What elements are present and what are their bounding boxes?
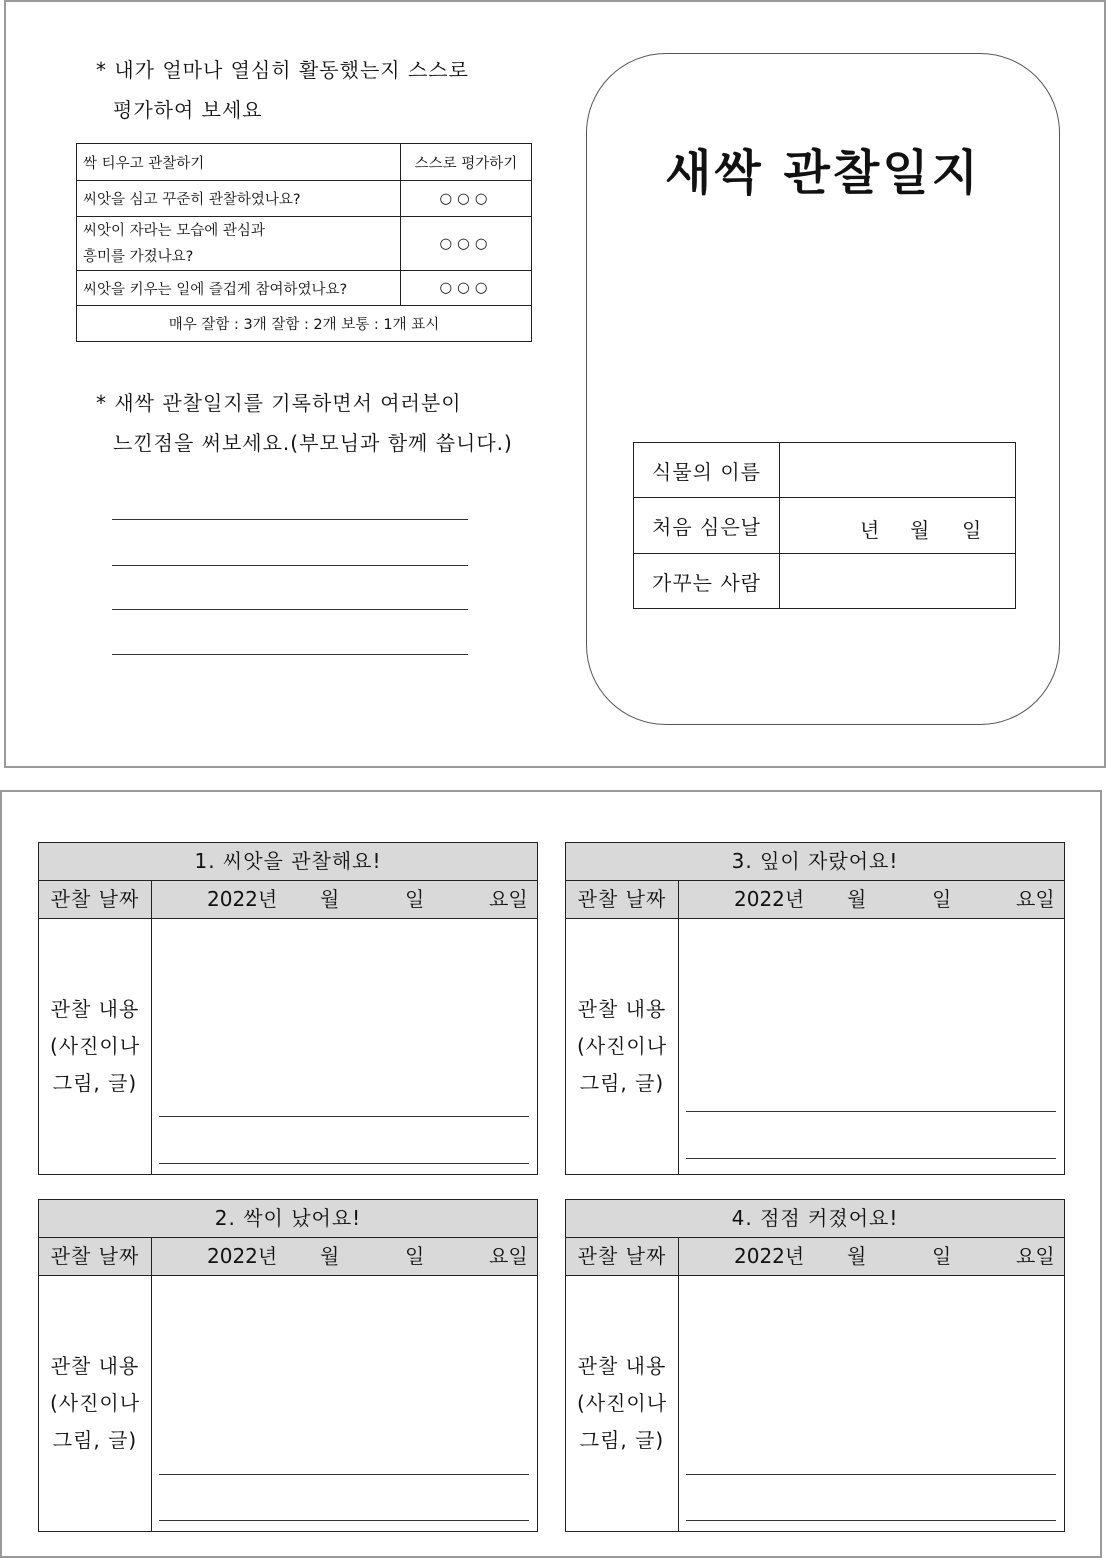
content-label-line: 관찰 내용: [50, 1353, 140, 1378]
observation-heading: 2. 싹이 났어요!: [39, 1200, 537, 1238]
feedback-instruction-line1: * 새싹 관찰일지를 기록하면서 여러분이: [96, 391, 462, 415]
self-eval-instruction-line1: * 내가 얼마나 열심히 활동했는지 스스로: [96, 58, 469, 82]
observation-date-row: [566, 1238, 1064, 1276]
self-eval-question-line: 흥미를 가졌나요?: [83, 248, 194, 265]
observation-panel-2: [38, 1199, 538, 1532]
self-eval-header-activity: 싹 티우고 관찰하기: [77, 144, 401, 181]
feedback-writing-line[interactable]: [112, 609, 468, 610]
observation-panel-3: [565, 842, 1065, 1175]
observation-panel-1: [38, 842, 538, 1175]
self-eval-question: 씨앗을 키우는 일에 즐겁게 참여하였나요?: [77, 271, 401, 306]
self-eval-instruction: [96, 50, 469, 130]
cover-panel: [586, 53, 1060, 725]
writing-line[interactable]: [686, 1520, 1056, 1521]
feedback-instruction-line2: 느낀점을 써보세요.(부모님과 함께 씁니다.): [113, 431, 513, 455]
month-field[interactable]: 월: [320, 1244, 340, 1268]
content-label: [39, 918, 151, 1174]
column-divider: [678, 1238, 679, 1531]
content-label-line: (사진이나: [49, 1390, 141, 1415]
self-eval-question: 씨앗을 심고 꾸준히 관찰하였나요?: [77, 181, 401, 217]
observation-date-row: [39, 881, 537, 919]
day-field[interactable]: 일: [932, 887, 952, 911]
writing-line[interactable]: [159, 1474, 529, 1475]
content-label-line: 관찰 내용: [577, 1353, 667, 1378]
writing-line[interactable]: [686, 1474, 1056, 1475]
plant-name-row: [634, 443, 1016, 498]
month-field[interactable]: 월: [847, 1244, 867, 1268]
grower-field[interactable]: [780, 554, 1016, 609]
observation-date-row: [566, 881, 1064, 919]
cover-title: 새싹 관찰일지: [665, 145, 981, 201]
feedback-writing-line[interactable]: [112, 565, 468, 566]
self-eval-question-line: 씨앗이 자라는 모습에 관심과: [83, 222, 265, 239]
feedback-writing-line[interactable]: [112, 519, 468, 520]
content-label-line: 관찰 내용: [50, 996, 140, 1021]
observation-panel-4: [565, 1199, 1065, 1532]
rating-circles[interactable]: ○○○: [401, 217, 532, 271]
year-text: 2022년: [207, 887, 278, 911]
self-eval-row: [77, 181, 532, 217]
self-eval-question: [77, 217, 401, 271]
rating-circles[interactable]: ○○○: [401, 181, 532, 217]
content-label-line: (사진이나: [49, 1033, 141, 1058]
self-eval-row: [77, 271, 532, 306]
self-eval-legend: 매우 잘함 : 3개 잘함 : 2개 보통 : 1개 표시: [77, 306, 532, 342]
date-label: 관찰 날짜: [50, 887, 140, 911]
grower-row: [634, 554, 1016, 609]
year-unit: 년: [860, 518, 880, 542]
month-unit: 월: [910, 518, 930, 542]
date-label: 관찰 날짜: [50, 1244, 140, 1268]
date-label: 관찰 날짜: [577, 887, 667, 911]
observation-date-row: [39, 1238, 537, 1276]
feedback-instruction: [96, 383, 513, 463]
self-eval-table: [76, 143, 532, 342]
content-label: [566, 1275, 678, 1531]
self-eval-legend-row: [77, 306, 532, 342]
content-label: [39, 1275, 151, 1531]
content-label-line: 그림, 글): [579, 1070, 665, 1095]
day-field[interactable]: 일: [405, 887, 425, 911]
journal-cover-sheet: [4, 0, 1106, 768]
content-label-line: 그림, 글): [579, 1427, 665, 1452]
weekday-field[interactable]: 요일: [489, 887, 528, 911]
plant-name-label: 식물의 이름: [634, 443, 780, 498]
content-label-line: 그림, 글): [52, 1427, 138, 1452]
column-divider: [151, 881, 152, 1174]
writing-line[interactable]: [159, 1116, 529, 1117]
plant-info-table: [633, 442, 1016, 609]
feedback-writing-line[interactable]: [112, 654, 468, 655]
observation-heading: 4. 점점 커졌어요!: [566, 1200, 1064, 1238]
rating-circles[interactable]: ○○○: [401, 271, 532, 306]
weekday-field[interactable]: 요일: [1016, 1244, 1055, 1268]
writing-line[interactable]: [686, 1111, 1056, 1112]
column-divider: [678, 881, 679, 1174]
grower-label: 가꾸는 사람: [634, 554, 780, 609]
planting-date-row: [634, 498, 1016, 554]
content-label-line: (사진이나: [576, 1390, 668, 1415]
writing-line[interactable]: [159, 1163, 529, 1164]
day-field[interactable]: 일: [932, 1244, 952, 1268]
weekday-field[interactable]: 요일: [1016, 887, 1055, 911]
planting-date-field[interactable]: [780, 498, 1016, 554]
self-eval-header-rating: 스스로 평가하기: [401, 144, 532, 181]
content-label-line: 그림, 글): [52, 1070, 138, 1095]
self-eval-header-row: [77, 144, 532, 181]
content-label-line: (사진이나: [576, 1033, 668, 1058]
observation-heading: 1. 씨앗을 관찰해요!: [39, 843, 537, 881]
weekday-field[interactable]: 요일: [489, 1244, 528, 1268]
observation-heading: 3. 잎이 자랐어요!: [566, 843, 1064, 881]
day-field[interactable]: 일: [405, 1244, 425, 1268]
year-text: 2022년: [734, 1244, 805, 1268]
self-eval-row: [77, 217, 532, 271]
date-label: 관찰 날짜: [577, 1244, 667, 1268]
month-field[interactable]: 월: [847, 887, 867, 911]
content-label: [566, 918, 678, 1174]
month-field[interactable]: 월: [320, 887, 340, 911]
self-eval-instruction-line2: 평가하여 보세요: [113, 98, 263, 122]
plant-name-field[interactable]: [780, 443, 1016, 498]
column-divider: [151, 1238, 152, 1531]
observation-sheet: [0, 790, 1102, 1558]
year-text: 2022년: [734, 887, 805, 911]
planting-date-label: 처음 심은날: [634, 498, 780, 554]
day-unit: 일: [962, 518, 982, 542]
writing-line[interactable]: [159, 1520, 529, 1521]
year-text: 2022년: [207, 1244, 278, 1268]
writing-line[interactable]: [686, 1158, 1056, 1159]
content-label-line: 관찰 내용: [577, 996, 667, 1021]
